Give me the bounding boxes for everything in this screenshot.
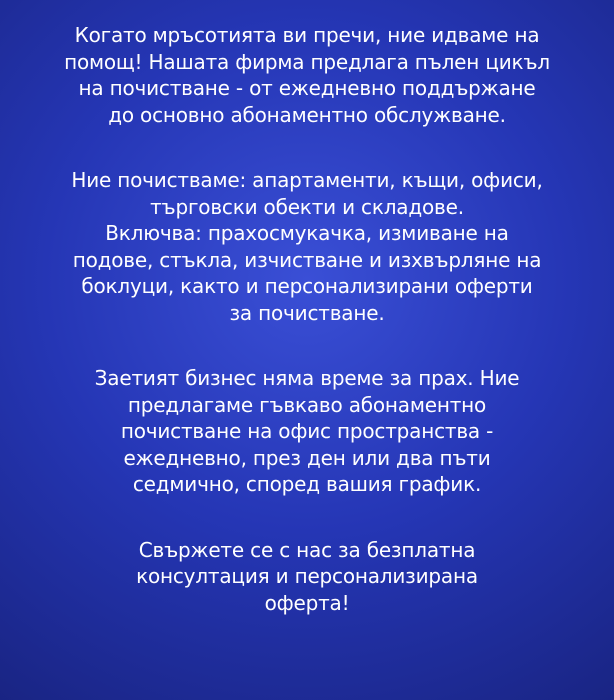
text-line: консултация и персонализирана — [136, 564, 478, 588]
text-line: Свържете се с нас за безплатна — [138, 537, 476, 562]
text-line: ежедневно, през ден или два пъти — [123, 445, 491, 470]
text-line: Заетият бизнес няма време за прах. Ние — [94, 366, 520, 390]
contact-paragraph — [27, 537, 587, 617]
business-paragraph — [27, 365, 587, 498]
text-line: седмично, според вашия график. — [132, 472, 482, 496]
text-line: оферта! — [264, 590, 350, 615]
text-line: предлагаме гъвкаво абонаментно — [127, 392, 487, 417]
text-line: боклуци, както и персонализирани оферти — [81, 274, 533, 298]
text-line: на почистване - от ежедневно поддържане — [78, 76, 536, 100]
intro-paragraph — [27, 22, 587, 128]
text-line: търговски обекти и складове. — [150, 194, 464, 219]
text-line: подове, стъкла, изчистване и изхвърляне на — [72, 247, 542, 272]
text-line: Когато мръсотията ви пречи, ние идваме на — [74, 23, 540, 47]
text-line: Ние почистваме: апартаменти, къщи, офиси, — [71, 168, 543, 192]
text-line: за почистване. — [229, 300, 385, 325]
text-line: до основно абонаментно обслужване. — [108, 102, 506, 127]
text-line: Включва: прахосмукачка, измиване на — [105, 221, 509, 245]
services-paragraph — [27, 167, 587, 326]
text-line: почистване на офис пространства - — [120, 419, 494, 443]
text-line: помощ! Нашата фирма предлага пълен цикъл — [64, 49, 550, 74]
